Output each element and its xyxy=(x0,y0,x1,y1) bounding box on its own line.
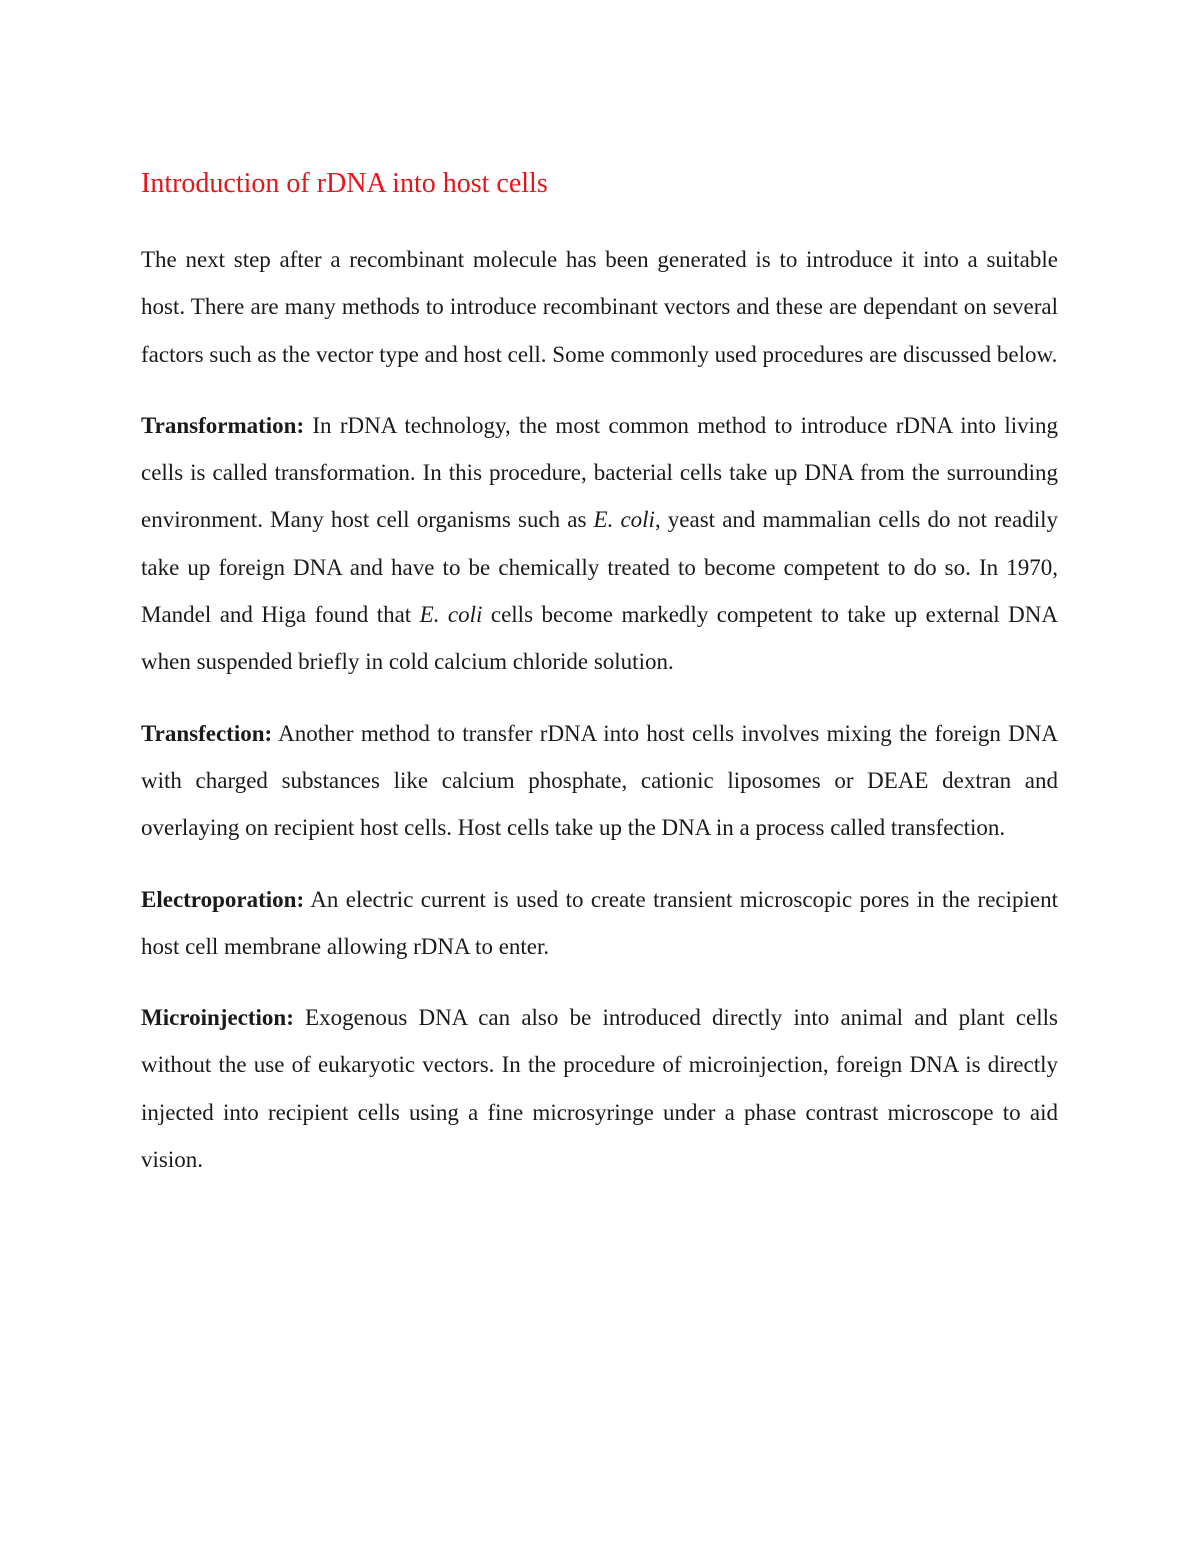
intro-paragraph: The next step after a recombinant molecule has been generated is to introduce it into a suitable host. There are many methods to introduce recombinant vectors and these are dependant on several factors such as the vector type and host cell. Some commonly used procedures are discussed below. xyxy=(141,247,1058,367)
microinjection-text: Exogenous DNA can also be introduced directly into animal and plant cells without the use of eukaryotic vectors. In the procedure of microinjection, foreign DNA is directly injected into recipient cells using a fine microsyringe under a phase contrast microscope to aid vision. xyxy=(141,1005,1058,1173)
transformation-text-3: cells become markedly competent to take up external DNA when suspended briefly in cold calcium chloride solution. xyxy=(141,602,1058,675)
transfection-text: Another method to transfer rDNA into host cells involves mixing the foreign DNA with charged substances like calcium phosphate, cationic liposomes or DEAE dextran and overlaying on recipient host cells. Host cells take up the DNA in a process called transfection. xyxy=(141,720,1058,841)
electroporation-text: An electric current is used to create transient microscopic pores in the recipient host cell membrane allowing rDNA to enter. xyxy=(141,886,1058,959)
document-page xyxy=(141,160,1058,1207)
species-name: E. coli xyxy=(593,507,655,533)
transformation-text-1: In rDNA technology, the most common method to introduce rDNA into living cells is called transformation. In this procedure, bacterial cells take up DNA from the surrounding environment. Many host cell organisms such as xyxy=(141,412,1058,533)
microinjection-term: Microinjection: xyxy=(141,1005,294,1031)
transfection-paragraph xyxy=(141,710,1058,852)
microinjection-paragraph xyxy=(141,994,1058,1183)
transfection-term: Transfection: xyxy=(141,720,273,746)
electroporation-term: Electroporation: xyxy=(141,886,305,912)
document-title: Introduction of rDNA into host cells xyxy=(141,168,548,199)
transformation-paragraph xyxy=(141,402,1058,686)
transformation-text-2: , yeast and mammalian cells do not readily take up foreign DNA and have to be chemically treated to become competent to do so. In 1970, Mandel and Higa found that xyxy=(141,507,1058,628)
transformation-term: Transformation: xyxy=(141,412,305,438)
electroporation-paragraph xyxy=(141,876,1058,971)
species-name: E. coli xyxy=(419,602,483,628)
